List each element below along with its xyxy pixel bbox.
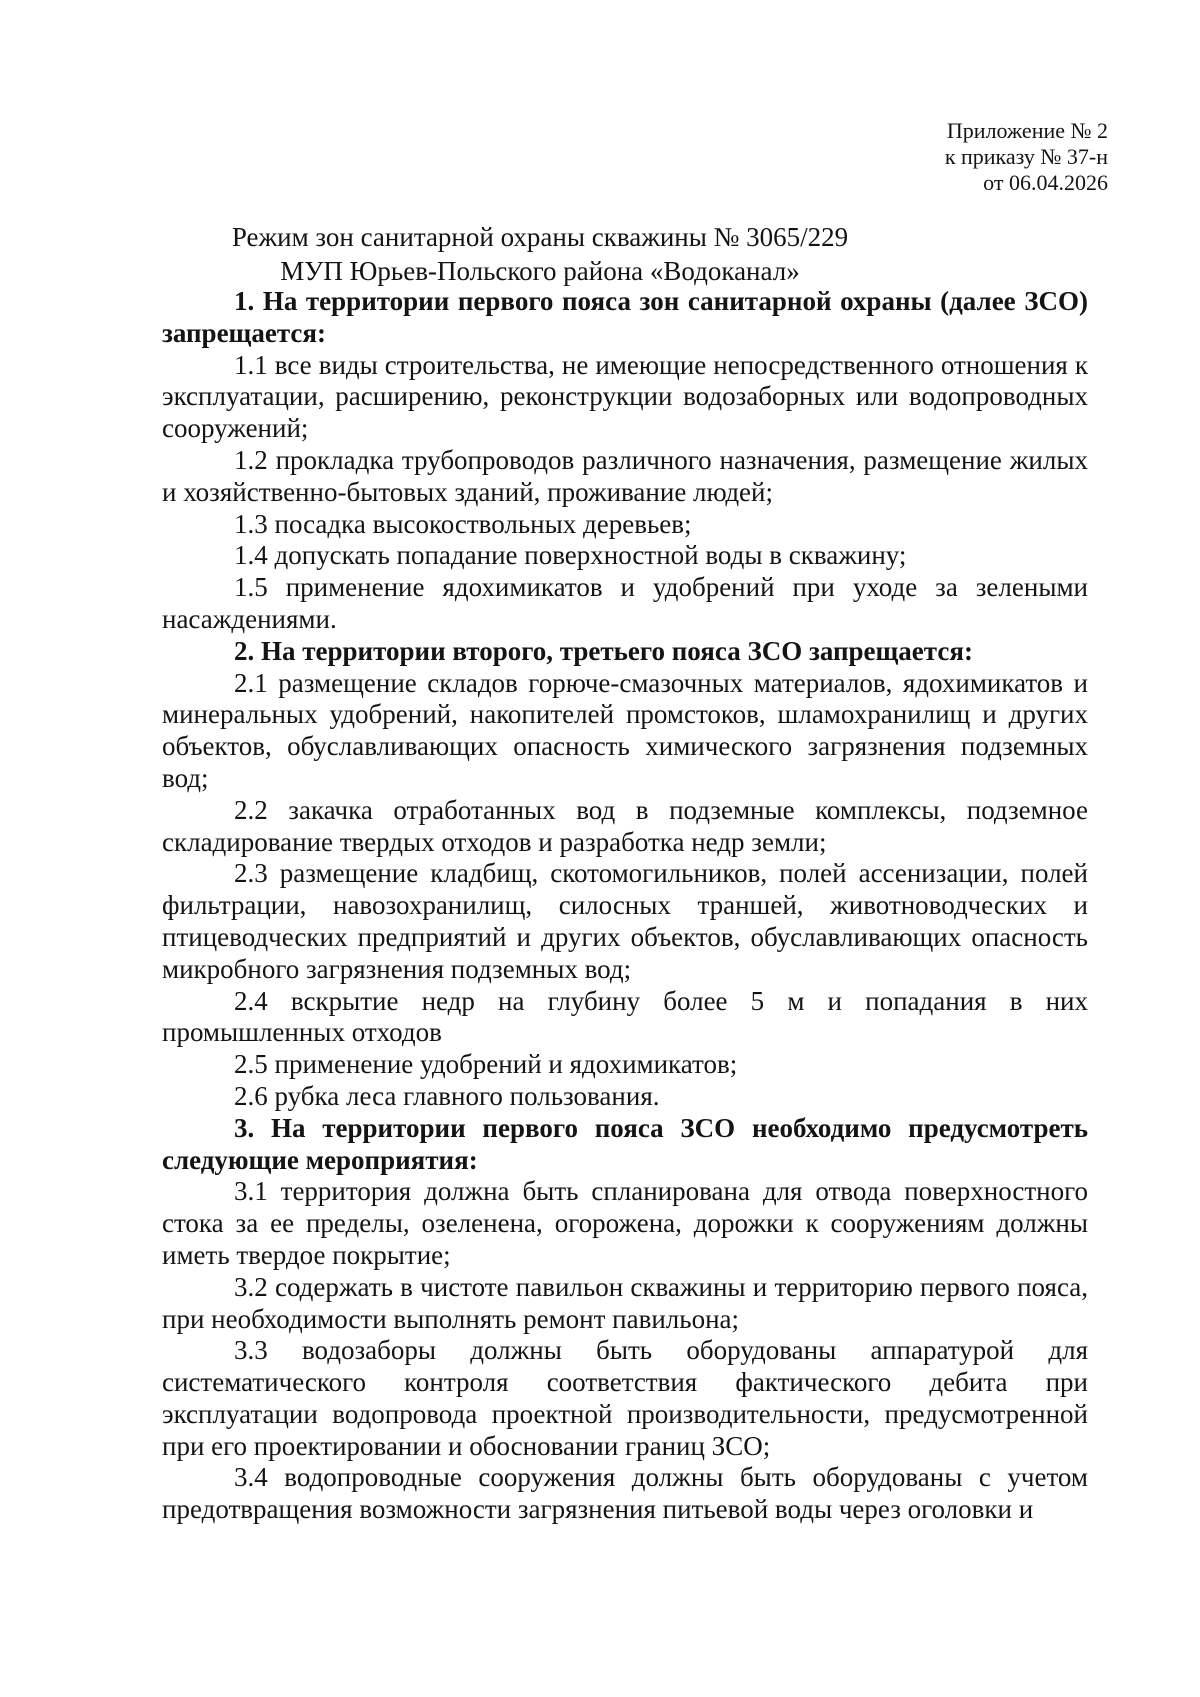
item-1-2: 1.2 прокладка трубопроводов различного назначения, размещение жилых и хозяйственно-бытовых зданий, проживание людей; xyxy=(162,444,1088,507)
item-2-2: 2.2 закачка отработанных вод в подземные комплексы, подземное складирование твердых отходов и разработка недр земли; xyxy=(162,794,1088,857)
item-3-3: 3.3 водозаборы должны быть оборудованы аппаратурой для систематического контроля соответствия фактического дебита при эксплуатации водопровода проектной производительности, предусмотренной при его проектировании и обосновании границ ЗСО; xyxy=(162,1335,1088,1461)
order-date: от 06.04.2026 xyxy=(983,170,1108,195)
title-line-1: Режим зон санитарной охраны скважины № 3065/229 xyxy=(231,222,849,252)
order-reference: к приказу № 37-н xyxy=(944,144,1108,169)
item-3-1: 3.1 территория должна быть спланирована для отвода поверхностного стока за ее пределы, озеленена, огорожена, дорожки к сооружениям должны иметь твердое покрытие; xyxy=(162,1176,1088,1270)
section-2-heading: 2. На территории второго, третьего пояса ЗСО запрещается: xyxy=(234,635,973,666)
document-title xyxy=(160,220,920,288)
item-3-2: 3.2 содержать в чистоте павильон скважины и территорию первого пояса, при необходимости выполнять ремонт павильона; xyxy=(162,1271,1088,1334)
appendix-number: Приложение № 2 xyxy=(946,118,1108,143)
item-3-4: 3.4 водопроводные сооружения должны быть оборудованы с учетом предотвращения возможности загрязнения питьевой воды через оголовки и xyxy=(162,1462,1088,1525)
section-1-heading: 1. На территории первого пояса зон санитарной охраны (далее ЗСО) запрещается: xyxy=(162,286,1088,348)
item-2-4: 2.4 вскрытие недр на глубину более 5 м и попадания в них промышленных отходов xyxy=(162,985,1088,1048)
appendix-header xyxy=(808,118,1108,196)
item-1-3: 1.3 посадка высокоствольных деревьев; xyxy=(234,508,692,539)
section-3-heading: 3. На территории первого пояса ЗСО необходимо предусмотреть следующие мероприятия: xyxy=(162,1112,1088,1175)
document-body xyxy=(162,286,1088,1526)
item-2-1: 2.1 размещение складов горюче-смазочных материалов, ядохимикатов и минеральных удобрений, накопителей промстоков, шламохранилищ и других объектов, обуславливающих опасность химического загрязнения подземных вод; xyxy=(162,667,1088,793)
item-1-4: 1.4 допускать попадание поверхностной воды в скважину; xyxy=(234,540,907,571)
item-1-5: 1.5 применение ядохимикатов и удобрений при уходе за зелеными насаждениями. xyxy=(162,572,1088,634)
item-2-5: 2.5 применение удобрений и ядохимикатов; xyxy=(234,1049,738,1080)
item-2-3: 2.3 размещение кладбищ, скотомогильников, полей ассенизации, полей фильтрации, навозохранилищ, силосных траншей, животноводческих и птицеводческих предприятий и других объектов, обуславливающих опасность микробного загрязнения подземных вод; xyxy=(162,858,1088,984)
item-1-1: 1.1 все виды строительства, не имеющие непосредственного отношения к эксплуатации, расширению, реконструкции водозаборных или водопроводных сооружений; xyxy=(162,349,1088,444)
title-line-2: МУП Юрьев-Польского района «Водоканал» xyxy=(280,256,800,286)
item-2-6: 2.6 рубка леса главного пользования. xyxy=(234,1080,660,1111)
